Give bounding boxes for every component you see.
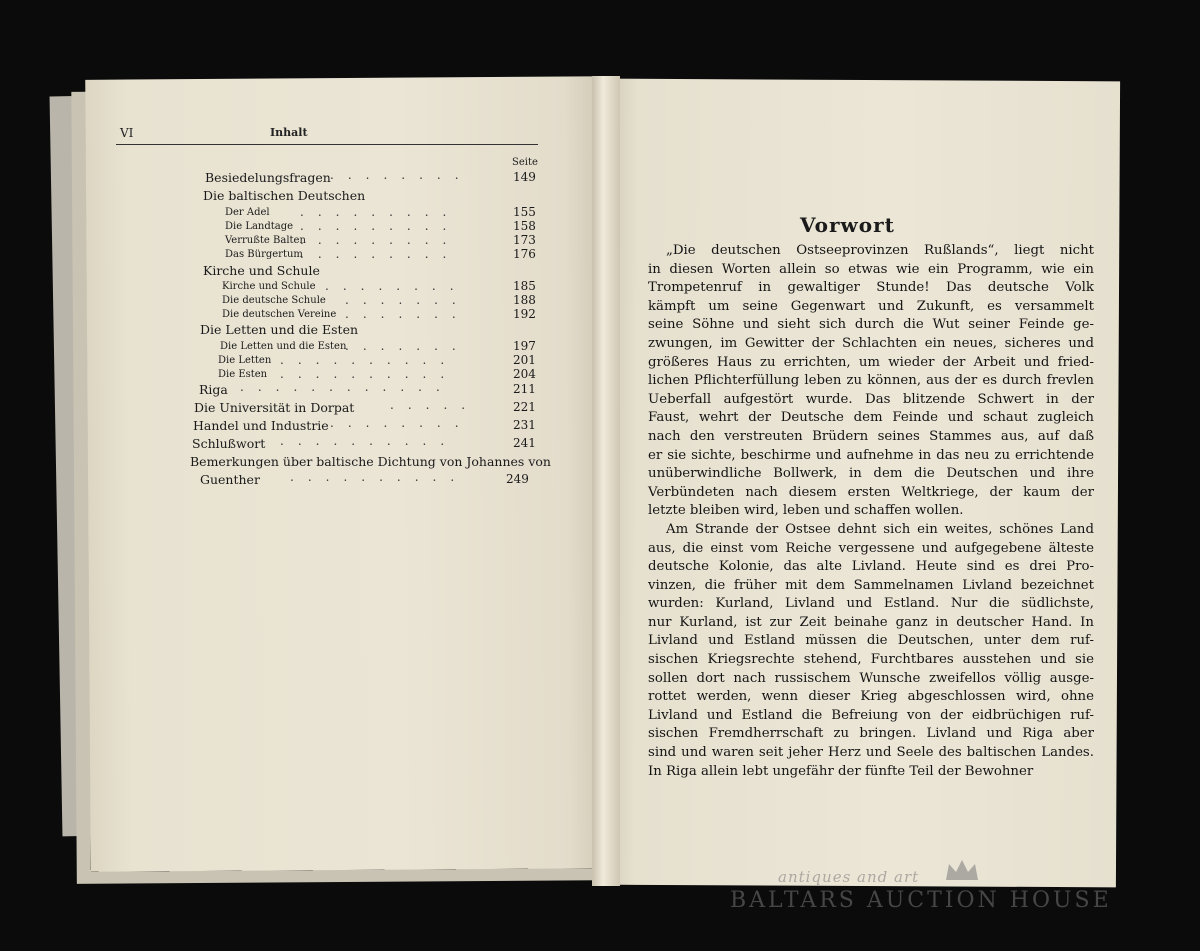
dot-leaders: ........ bbox=[330, 168, 473, 182]
dot-leaders: ....... bbox=[345, 339, 470, 353]
toc-page-number: 204 bbox=[513, 367, 536, 381]
dot-leaders: ......... bbox=[300, 205, 461, 219]
toc-page-number: 176 bbox=[513, 247, 536, 261]
text-line: nach den verstreuten Brüdern seines Stammes aus, auf daß bbox=[648, 428, 1094, 444]
toc-page-number: 158 bbox=[513, 219, 536, 233]
dot-leaders: ........ bbox=[330, 416, 473, 430]
text-line: Verbündeten nach diesem ersten Weltkriege, der kaum der bbox=[648, 484, 1094, 500]
text-line: sischen Fremdherrschaft zu bringen. Livland und Riga aber bbox=[648, 726, 1094, 742]
text-line: kämpft um seine Gegenwart und Zukunft, es versammelt bbox=[648, 298, 1094, 314]
toc-entry-label: Kirche und Schule bbox=[203, 263, 320, 278]
toc-entry-label: Die deutsche Schule bbox=[222, 295, 326, 306]
text-line: Trompetenruf in gewaltiger Stunde! Das deutsche Volk bbox=[648, 280, 1094, 296]
toc-entry-label: Die Letten und die Esten bbox=[200, 322, 359, 337]
toc-entry-label: Die Landtage bbox=[225, 221, 294, 232]
toc-entry-label: Das Bürgertum bbox=[225, 249, 303, 260]
text-line: Livland und Estland müssen die Deutschen, unter dem ruf- bbox=[648, 633, 1094, 649]
running-head bbox=[120, 126, 540, 146]
toc-entry-label: Bemerkungen über baltische Dichtung von Johannes von bbox=[190, 454, 551, 469]
toc-entry-label: Die deutschen Vereine bbox=[222, 309, 337, 320]
dot-leaders: ............ bbox=[240, 380, 454, 394]
text-line: Faust, wehrt der Deutsche dem Feinde und schaut zugleich bbox=[648, 410, 1094, 426]
toc-page-number: 241 bbox=[513, 436, 536, 450]
dot-leaders: ........ bbox=[325, 279, 468, 293]
dot-leaders: ......... bbox=[300, 233, 461, 247]
toc-page-number: 201 bbox=[513, 353, 536, 367]
page-column-label: Seite bbox=[512, 157, 538, 168]
toc-entry-label: Schlußwort bbox=[192, 436, 266, 451]
dot-leaders: .......... bbox=[290, 470, 469, 484]
text-line: seine Söhne und sieht sich durch die Wut seiner Feinde ge- bbox=[648, 317, 1094, 333]
text-line: „Die deutschen Ostseeprovinzen Rußlands“, liegt nicht bbox=[666, 243, 1094, 258]
text-line: sollen dort nach russischem Wunsche zweifellos völlig ausge- bbox=[648, 670, 1094, 686]
text-line: Livland und Estland die Befreiung von der eidbrüchigen ruf- bbox=[648, 707, 1094, 723]
toc-page-number: 188 bbox=[513, 293, 536, 307]
text-line: rottet werden, wenn dieser Krieg abgeschlossen wird, ohne bbox=[648, 689, 1094, 705]
dot-leaders: .......... bbox=[280, 353, 459, 367]
watermark-script: antiques and art bbox=[778, 868, 920, 886]
toc-entry-label: Die Letten bbox=[218, 355, 272, 366]
toc-entry-label: Die Esten bbox=[218, 369, 268, 380]
toc-entry-label: Der Adel bbox=[225, 207, 270, 218]
text-line: Am Strande der Ostsee dehnt sich ein weites, schönes Land bbox=[666, 521, 1094, 537]
text-line: sind und waren seit jeher Herz und Seele des baltischen Landes. bbox=[648, 745, 1094, 761]
toc-page-number: 155 bbox=[513, 205, 536, 219]
toc-page-number: 173 bbox=[513, 233, 536, 247]
vorwort-body bbox=[648, 242, 1094, 781]
text-line: letzte bleiben wird, leben und schaffen wollen. bbox=[648, 503, 964, 519]
toc-page-number: 149 bbox=[513, 170, 536, 184]
text-line: vinzen, die früher mit dem Sammelnamen Livland bezeichnet bbox=[648, 577, 1094, 593]
running-title: Inhalt bbox=[270, 126, 308, 139]
toc-entry-label: Riga bbox=[199, 382, 228, 397]
toc-page-number: 221 bbox=[513, 400, 536, 414]
text-line: wurden: Kurland, Livland und Estland. Nur die südlichste, bbox=[648, 596, 1094, 612]
text-line: unüberwindliche Bollwerk, in dem die Deutschen und ihre bbox=[648, 466, 1094, 482]
text-line: er sie sichte, beschirme und aufnehme in das neu zu errichtende bbox=[648, 447, 1094, 463]
watermark-name: BALTARS AUCTION HOUSE bbox=[730, 888, 1112, 913]
text-line: in diesen Worten allein so etwas wie ein Programm, wie ein bbox=[648, 261, 1094, 277]
dot-leaders: ....... bbox=[345, 307, 470, 321]
dot-leaders: .......... bbox=[280, 434, 459, 448]
toc-page-number: 197 bbox=[513, 339, 536, 353]
toc-page-number: 231 bbox=[513, 418, 536, 432]
text-line: größeres Haus zu errichten, um wieder der Arbeit und fried- bbox=[648, 354, 1094, 370]
toc-entry-label: Handel und Industrie bbox=[193, 418, 329, 433]
toc-entry-label: Die baltischen Deutschen bbox=[203, 188, 366, 203]
text-line: Ueberfall aufgestört wurde. Das blitzende Schwert in der bbox=[648, 391, 1094, 407]
text-line: aus, die einst vom Reiche vergessene und aufgegebene älteste bbox=[648, 540, 1094, 556]
dot-leaders: .......... bbox=[280, 367, 459, 381]
toc-page-number: 211 bbox=[513, 382, 536, 396]
dot-leaders: ....... bbox=[345, 293, 470, 307]
text-line: deutsche Kolonie, das alte Livland. Heute sind es drei Pro- bbox=[648, 559, 1094, 575]
text-line: nur Kurland, ist zur Zeit beinahe ganz in deutscher Hand. In bbox=[648, 614, 1094, 630]
toc-entry-label: Guenther bbox=[200, 472, 260, 487]
text-line: In Riga allein lebt ungefähr der fünfte Teil der Bewohner bbox=[648, 763, 1034, 779]
toc-page-number: 249 bbox=[506, 472, 529, 486]
toc-page-number: 185 bbox=[513, 279, 536, 293]
crown-icon bbox=[944, 858, 980, 884]
toc-entry-label: Die Universität in Dorpat bbox=[194, 400, 355, 415]
dot-leaders: ......... bbox=[300, 247, 461, 261]
vorwort-heading: Vorwort bbox=[800, 213, 895, 237]
text-line: sischen Kriegsrechte stehend, Furchtbares ausstehen und sie bbox=[648, 652, 1094, 668]
book-gutter bbox=[592, 76, 620, 886]
folio-number: VI bbox=[120, 126, 134, 140]
toc-entry-label: Die Letten und die Esten bbox=[220, 341, 347, 352]
toc-entry-label: Verrußte Balten bbox=[225, 235, 306, 246]
header-rule bbox=[116, 144, 538, 145]
text-line: lichen Pflichterfüllung leben zu können, aus der es durch frevlen bbox=[648, 373, 1094, 389]
toc-page-number: 192 bbox=[513, 307, 536, 321]
toc-entry-label: Besiedelungsfragen bbox=[205, 170, 331, 185]
dot-leaders: ..... bbox=[390, 398, 480, 412]
dot-leaders: ......... bbox=[300, 219, 461, 233]
toc-entry-label: Kirche und Schule bbox=[222, 281, 316, 292]
text-line: zwungen, im Gewitter der Schlachten ein neues, sicheres und bbox=[648, 335, 1094, 351]
